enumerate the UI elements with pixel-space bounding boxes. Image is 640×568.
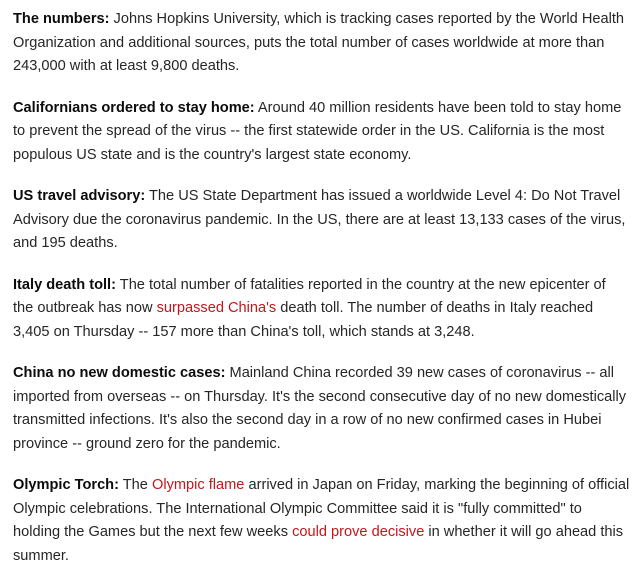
paragraph-text: arrived in Japan on Friday, marking the beginning of official Olympic celebrations. The International Olympic Committee said it is "fully committed" to holding the Games but the next few weeks	[13, 477, 630, 540]
paragraph-lead: US travel advisory:	[13, 188, 146, 204]
paragraph-lead: China no new domestic cases:	[13, 365, 226, 381]
paragraph-italy-death-toll	[13, 274, 630, 345]
paragraph-lead: Olympic Torch:	[13, 477, 119, 493]
paragraph-text: Johns Hopkins University, which is tracking cases reported by the World Health Organization and additional sources, puts the total number of cases worldwide at more than 243,000 with at least 9,800 deaths.	[13, 11, 625, 74]
paragraph-text: The US State Department has issued a worldwide Level 4: Do Not Travel Advisory due the coronavirus pandemic. In the US, there are at least 13,133 cases of the virus, and 195 deaths.	[13, 188, 626, 251]
paragraph-text: in whether it will go ahead this summer.	[13, 524, 624, 564]
paragraph-lead: Californians ordered to stay home:	[13, 99, 255, 116]
paragraph-text: The	[118, 477, 152, 493]
paragraph-the-numbers	[13, 8, 630, 79]
paragraph-text: Mainland China recorded 39 new cases of coronavirus -- all imported from overseas -- on Thursday. It's the second consecutive day of no new domestically transmitted infections. It's also the second day in a row of no new confirmed cases in Hubei province -- ground zero for the pandemic.	[13, 365, 627, 452]
paragraph-californians-stay-home	[13, 97, 630, 168]
surpassed-chinas-link[interactable]: surpassed China's	[156, 300, 277, 316]
paragraph-text: death toll. The number of deaths in Italy reached 3,405 on Thursday -- 157 more than China's toll, which stands at 3,248.	[13, 300, 594, 340]
paragraph-olympic-torch	[13, 474, 630, 568]
paragraph-lead: Italy death toll:	[13, 276, 116, 293]
paragraph-text: Around 40 million residents have been told to stay home to prevent the spread of the virus -- the first statewide order in the US. California is the most populous US state and is the country's largest state economy.	[13, 99, 622, 163]
paragraph-text: The total number of fatalities reported in the country at the new epicenter of the outbreak has now	[13, 276, 606, 316]
paragraph-china-no-new-cases	[13, 362, 630, 456]
paragraph-lead: The numbers:	[13, 11, 110, 27]
could-prove-decisive-link[interactable]: could prove decisive	[292, 524, 425, 540]
olympic-flame-link[interactable]: Olympic flame	[151, 477, 245, 493]
paragraph-us-travel-advisory	[13, 185, 630, 256]
